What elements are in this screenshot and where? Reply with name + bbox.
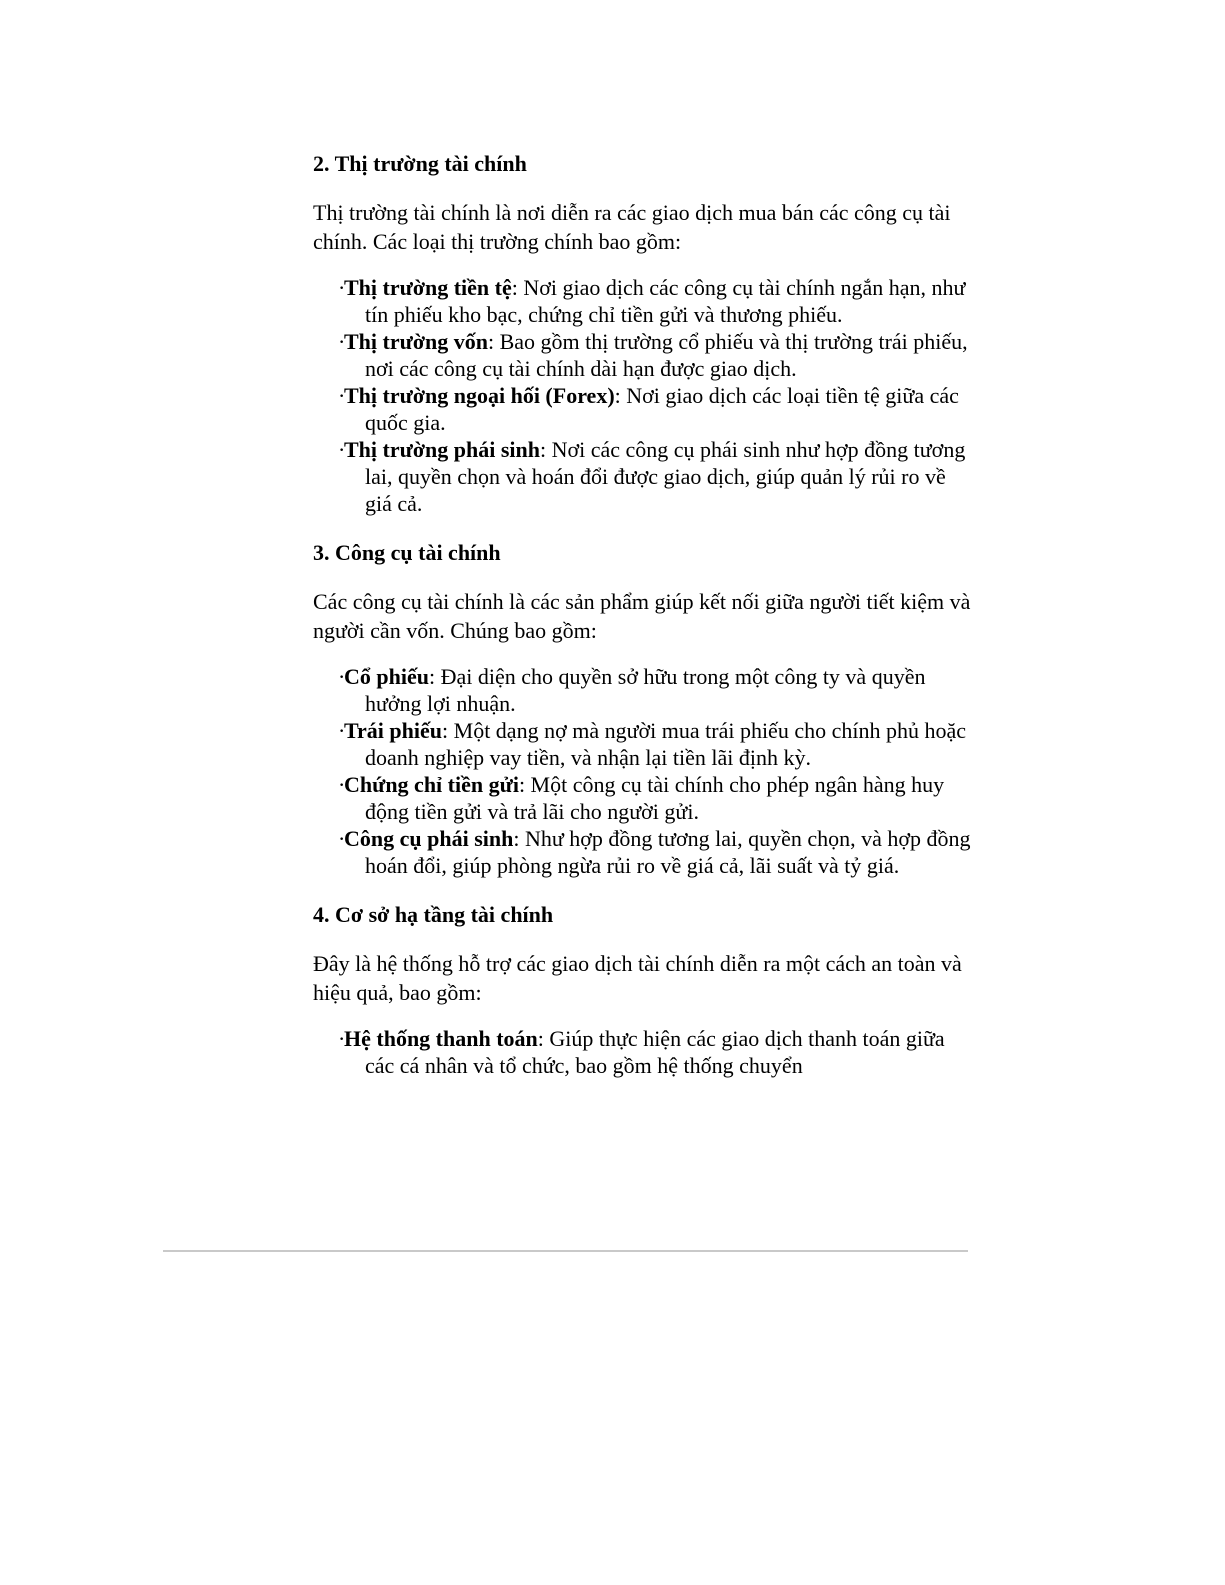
list-item-term: Chứng chỉ tiền gửi bbox=[344, 772, 519, 797]
list-item-text: : Nơi giao dịch các công cụ tài chính ngắn hạn, như tín phiếu kho bạc, chứng chỉ tiền gửi và thương phiếu. bbox=[365, 275, 966, 327]
list-item-term: Thị trường phái sinh bbox=[344, 437, 540, 462]
list-item-text: : Như hợp đồng tương lai, quyền chọn, và hợp đồng hoán đổi, giúp phòng ngừa rủi ro về giá cả, lãi suất và tỷ giá. bbox=[365, 826, 971, 878]
list-item bbox=[338, 328, 973, 382]
list-item bbox=[338, 825, 973, 879]
document-body bbox=[313, 150, 973, 1079]
section-financial-markets bbox=[313, 150, 973, 517]
list-item-text: : Giúp thực hiện các giao dịch thanh toán giữa các cá nhân và tổ chức, bao gồm hệ thống chuyển bbox=[365, 1026, 945, 1078]
section-financial-infrastructure bbox=[313, 901, 973, 1079]
bullet-icon: · bbox=[338, 1026, 346, 1051]
bullet-icon: · bbox=[338, 826, 346, 851]
section-intro: Các công cụ tài chính là các sản phẩm giúp kết nối giữa người tiết kiệm và người cần vốn. Chúng bao gồm: bbox=[313, 589, 971, 643]
list-item-term: Thị trường vốn bbox=[344, 329, 488, 354]
list-item bbox=[338, 382, 973, 436]
bullet-icon: · bbox=[338, 772, 346, 797]
page-divider bbox=[163, 1250, 968, 1252]
section-heading: 4. Cơ sở hạ tầng tài chính bbox=[313, 902, 554, 927]
list-item bbox=[338, 274, 973, 328]
list-item-term: Thị trường ngoại hối (Forex) bbox=[344, 383, 615, 408]
bullet-icon: · bbox=[338, 383, 346, 408]
list-item-term: Cổ phiếu bbox=[344, 664, 429, 689]
list-item-text: : Nơi các công cụ phái sinh như hợp đồng tương lai, quyền chọn và hoán đổi được giao dịch, giúp quản lý rủi ro về giá cả. bbox=[365, 437, 966, 516]
list-item bbox=[338, 1025, 973, 1079]
bullet-icon: · bbox=[338, 664, 346, 689]
section-heading: 3. Công cụ tài chính bbox=[313, 540, 501, 565]
bullet-icon: · bbox=[338, 329, 346, 354]
list-item-text: : Một dạng nợ mà người mua trái phiếu cho chính phủ hoặc doanh nghiệp vay tiền, và nhận lại tiền lãi định kỳ. bbox=[365, 718, 966, 770]
bullet-icon: · bbox=[338, 718, 346, 743]
list-item bbox=[338, 717, 973, 771]
list-item-term: Hệ thống thanh toán bbox=[344, 1026, 538, 1051]
bullet-list bbox=[313, 274, 973, 517]
list-item-term: Thị trường tiền tệ bbox=[344, 275, 512, 300]
bullet-list bbox=[313, 1025, 973, 1079]
section-financial-instruments bbox=[313, 539, 973, 879]
section-heading: 2. Thị trường tài chính bbox=[313, 151, 527, 176]
list-item-text: : Đại diện cho quyền sở hữu trong một công ty và quyền hưởng lợi nhuận. bbox=[365, 664, 926, 716]
list-item-text: : Một công cụ tài chính cho phép ngân hàng huy động tiền gửi và trả lãi cho người gửi. bbox=[365, 772, 945, 824]
list-item-term: Công cụ phái sinh bbox=[344, 826, 514, 851]
list-item bbox=[338, 771, 973, 825]
list-item-text: : Nơi giao dịch các loại tiền tệ giữa các quốc gia. bbox=[365, 383, 959, 435]
section-intro: Đây là hệ thống hỗ trợ các giao dịch tài chính diễn ra một cách an toàn và hiệu quả, bao gồm: bbox=[313, 951, 962, 1005]
section-intro: Thị trường tài chính là nơi diễn ra các giao dịch mua bán các công cụ tài chính. Các loại thị trường chính bao gồm: bbox=[313, 200, 951, 254]
bullet-list bbox=[313, 663, 973, 879]
list-item bbox=[338, 663, 973, 717]
list-item-text: : Bao gồm thị trường cổ phiếu và thị trường trái phiếu, nơi các công cụ tài chính dài hạn được giao dịch. bbox=[365, 329, 968, 381]
list-item-term: Trái phiếu bbox=[344, 718, 443, 743]
bullet-icon: · bbox=[338, 437, 346, 462]
bullet-icon: · bbox=[338, 275, 346, 300]
list-item bbox=[338, 436, 973, 517]
